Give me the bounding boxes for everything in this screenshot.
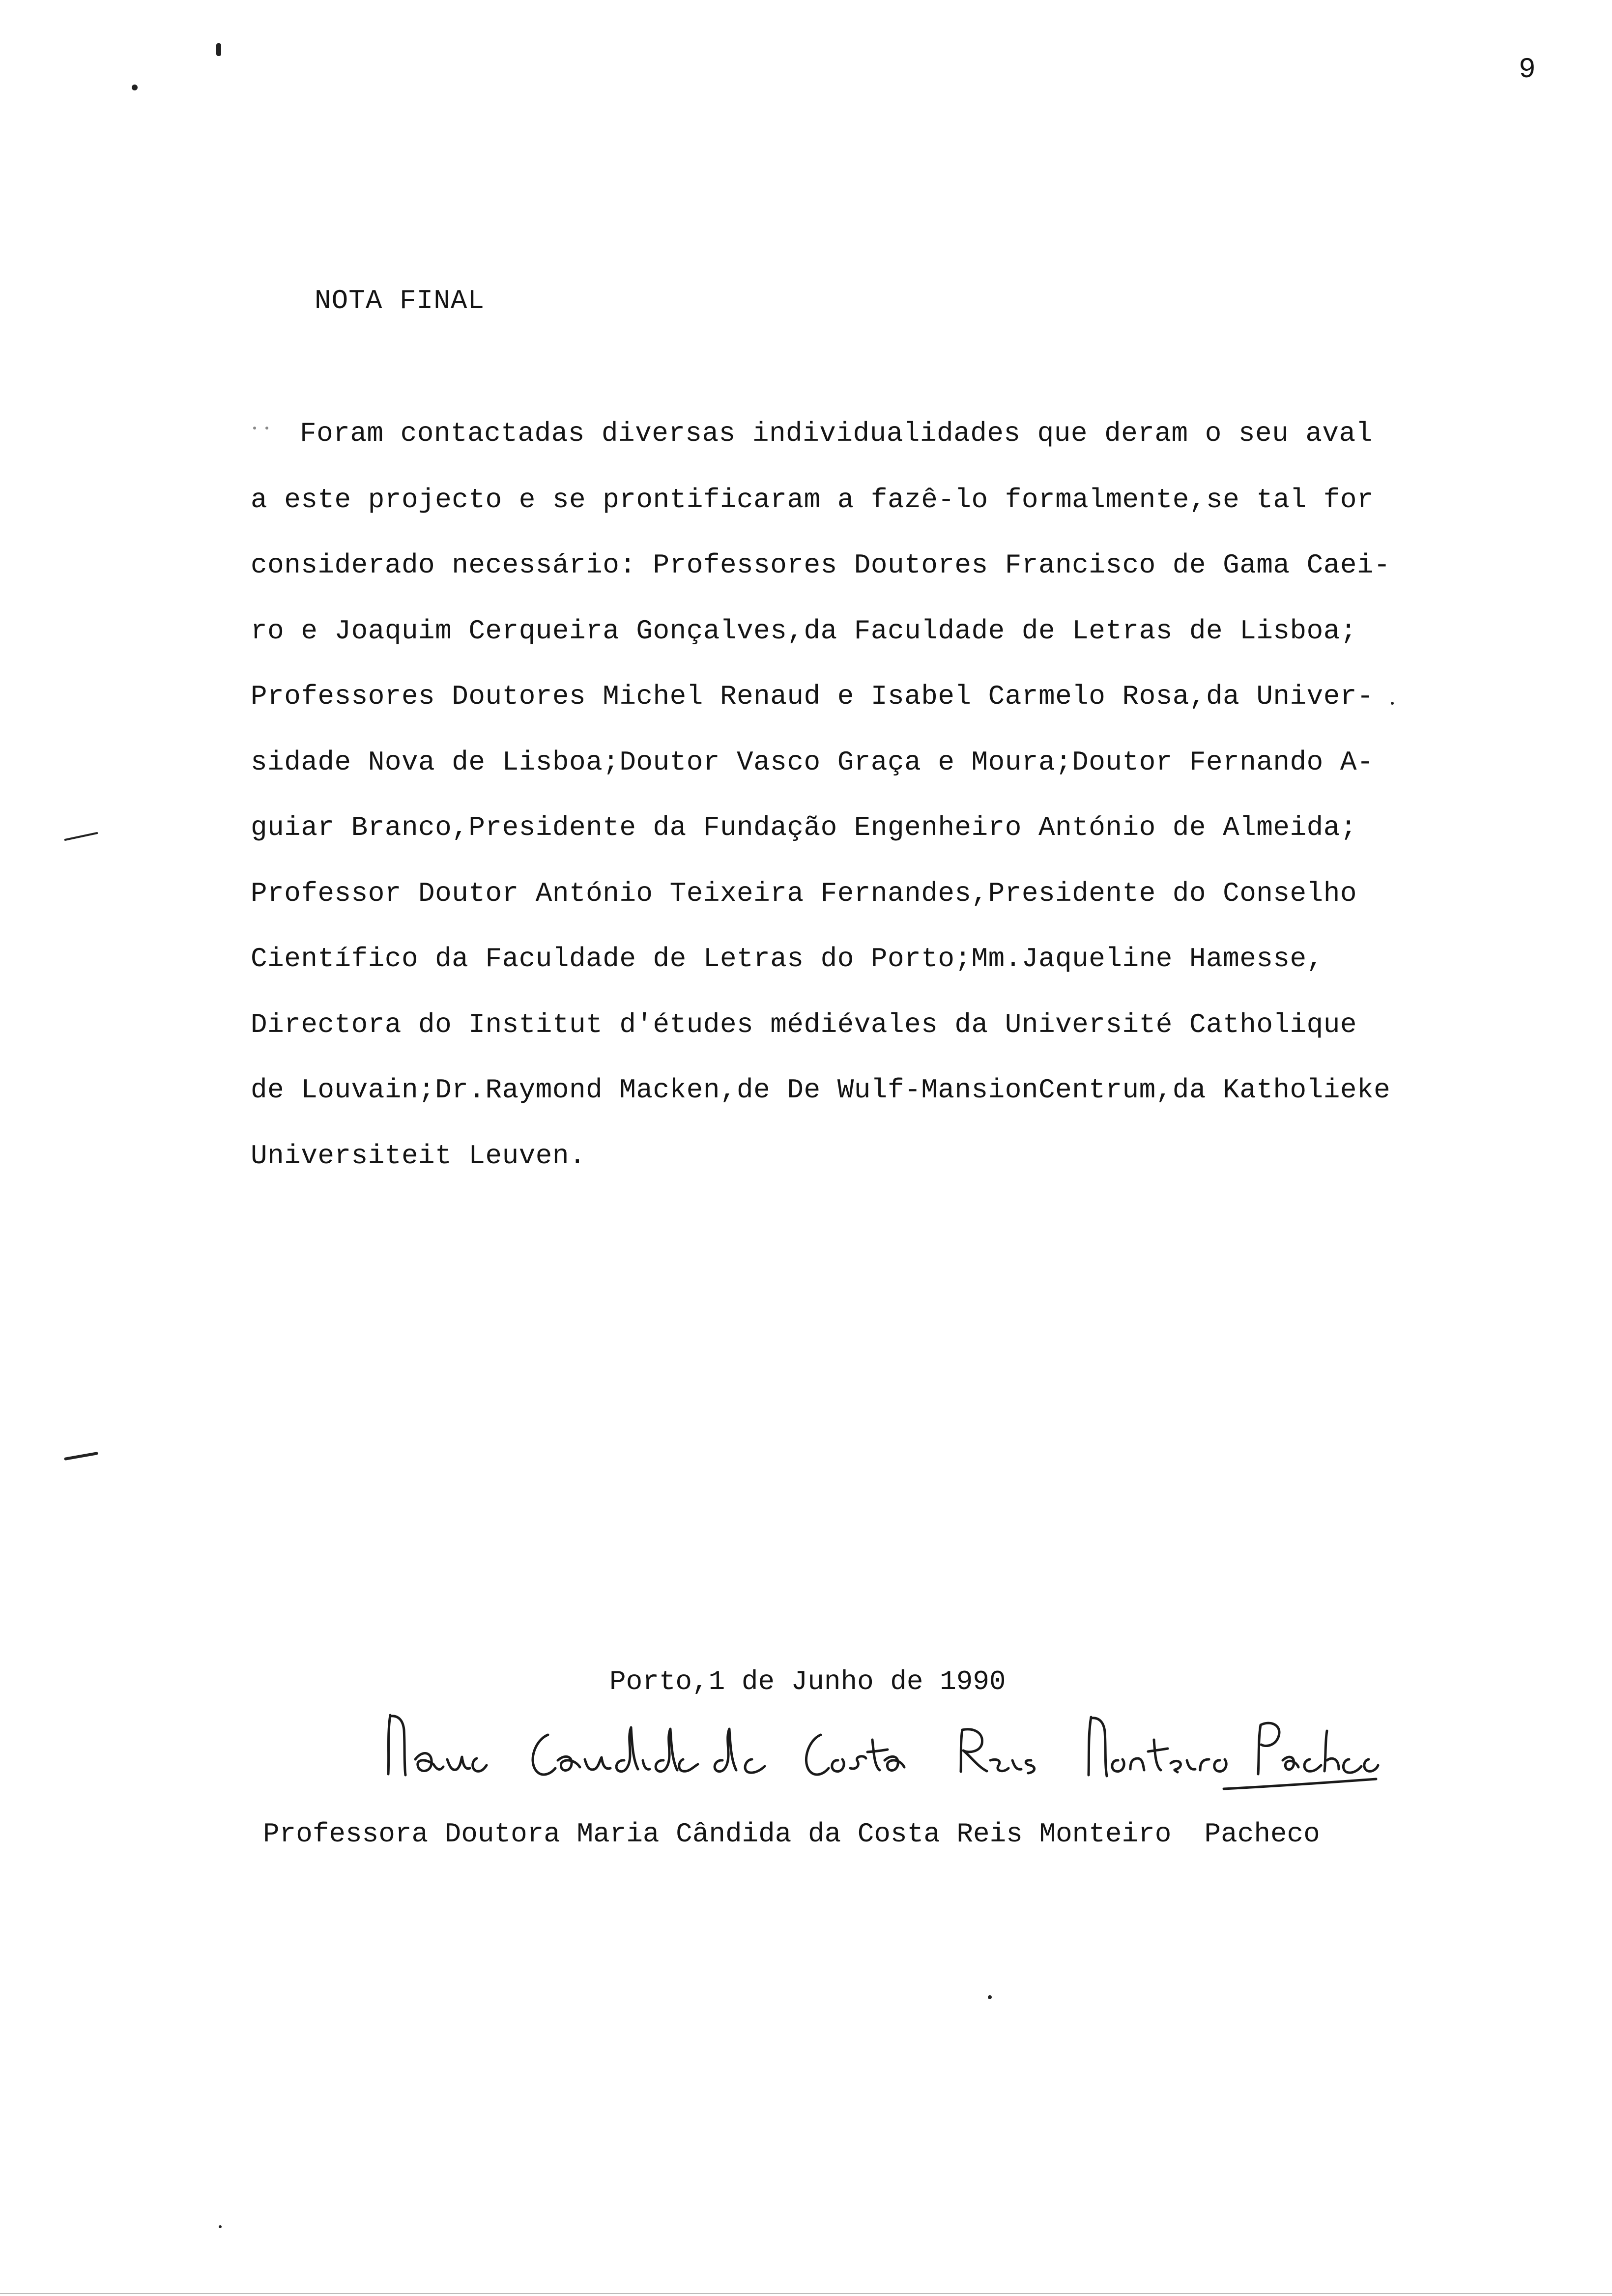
body-line: Científico da Faculdade de Letras do Porto;Mm.Jaqueline Hamesse, [251, 943, 1324, 975]
scan-artifact [219, 2225, 222, 2228]
body-line: Professor Doutor António Teixeira Fernandes,Presidente do Conselho [251, 878, 1357, 909]
scan-artifact [64, 1452, 98, 1461]
scan-edge-line [0, 2293, 1612, 2294]
body-line: de Louvain;Dr.Raymond Macken,de De Wulf-MansionCentrum,da Katholieke [251, 1074, 1391, 1106]
scan-artifact [1391, 702, 1394, 705]
body-line: Professores Doutores Michel Renaud e Isabel Carmelo Rosa,da Univer- [251, 681, 1374, 712]
scan-artifact [265, 427, 268, 430]
body-line: Foram contactadas diversas individualidades que deram o seu aval [300, 418, 1373, 449]
scan-artifact [253, 427, 256, 430]
section-heading: NOTA FINAL [315, 285, 485, 316]
body-line: Universiteit Leuven. [251, 1140, 586, 1172]
body-line: considerado necessário: Professores Doutores Francisco de Gama Caei- [251, 549, 1391, 581]
scan-artifact [64, 832, 98, 841]
scan-artifact [216, 43, 221, 56]
place-date: Porto,1 de Junho de 1990 [609, 1666, 1006, 1697]
signer-name: Professora Doutora Maria Cândida da Costa Reis Monteiro Pacheco [263, 1818, 1320, 1850]
body-line: a este projecto e se prontificaram a fazê-lo formalmente,se tal for [251, 484, 1374, 516]
body-line: guiar Branco,Presidente da Fundação Engenheiro António de Almeida; [251, 812, 1357, 843]
body-line: sidade Nova de Lisboa;Doutor Vasco Graça e Moura;Doutor Fernando A- [251, 746, 1374, 778]
handwritten-signature [378, 1705, 1381, 1804]
scan-artifact [988, 1995, 992, 1999]
scan-artifact [132, 85, 138, 90]
page-number: 9 [1519, 54, 1536, 86]
body-line: ro e Joaquim Cerqueira Gonçalves,da Faculdade de Letras de Lisboa; [251, 615, 1357, 647]
body-line: Directora do Institut d'études médiévales da Université Catholique [251, 1009, 1357, 1040]
